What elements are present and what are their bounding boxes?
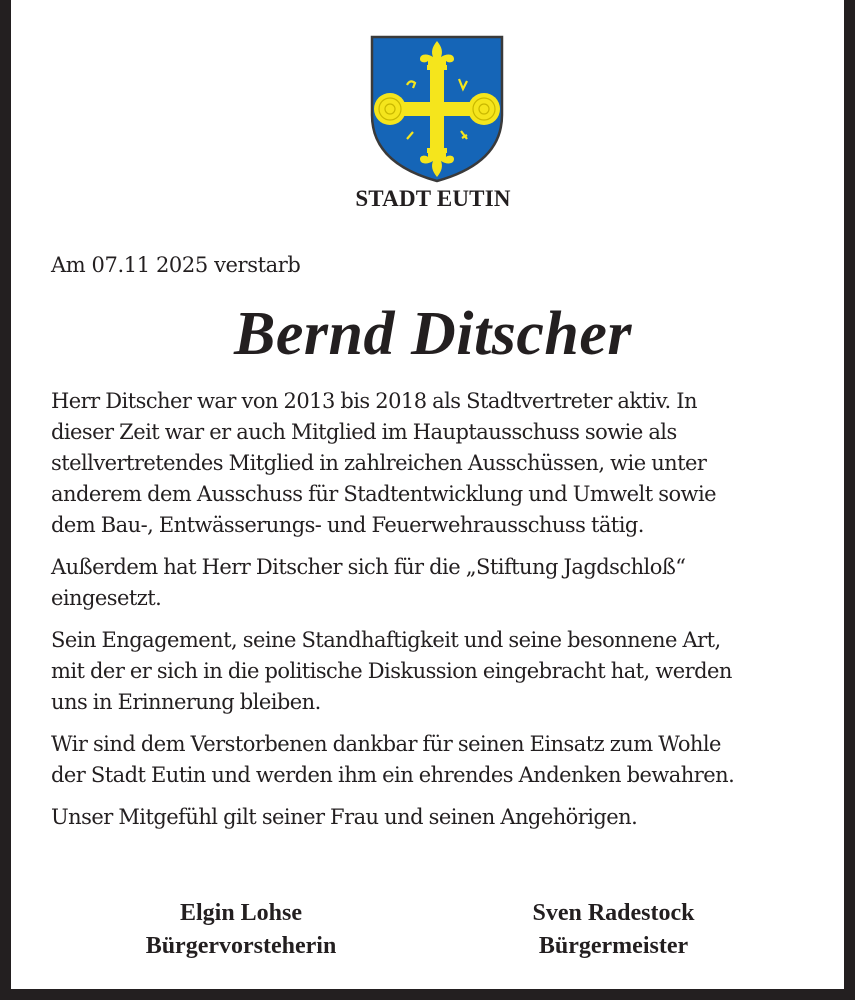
obituary-body bbox=[51, 386, 831, 844]
text-line: dem Bau-, Entwässerungs- und Feuerwehrausschuss tätig. bbox=[51, 513, 644, 537]
deceased-name: Bernd Ditscher bbox=[234, 300, 632, 368]
signatory-name: Sven Radestock bbox=[532, 900, 695, 926]
signatory-title: Bürgermeister bbox=[538, 933, 689, 959]
text-line: mit der er sich in die politische Diskussion eingebracht hat, werden bbox=[51, 659, 732, 683]
signature-mayor bbox=[481, 897, 746, 963]
text-line: Unser Mitgefühl gilt seiner Frau und seinen Angehörigen. bbox=[51, 805, 638, 829]
text-line: Herr Ditscher war von 2013 bis 2018 als Stadtvertreter aktiv. In bbox=[51, 389, 697, 413]
text-line: eingesetzt. bbox=[51, 586, 162, 610]
paragraph-engagement bbox=[51, 625, 831, 718]
text-line: Wir sind dem Verstorbenen dankbar für seinen Einsatz zum Wohle bbox=[51, 732, 721, 756]
text-line: Sein Engagement, seine Standhaftigkeit und seine besonnene Art, bbox=[51, 628, 721, 652]
signature-council-chair bbox=[111, 897, 371, 963]
text-line: dieser Zeit war er auch Mitglied im Hauptausschuss sowie als bbox=[51, 420, 677, 444]
text-line: stellvertretendes Mitglied in zahlreichen Ausschüssen, wie unter bbox=[51, 451, 707, 475]
text-line: uns in Erinnerung bleiben. bbox=[51, 690, 321, 714]
signatory-name: Elgin Lohse bbox=[179, 900, 303, 926]
text-line: Außerdem hat Herr Ditscher sich für die „Stiftung Jagdschloß“ bbox=[51, 555, 686, 579]
death-date-intro: Am 07.11 2025 verstarb bbox=[51, 253, 301, 277]
paragraph-career bbox=[51, 386, 831, 541]
signatory-title: Bürgervorsteherin bbox=[145, 933, 337, 959]
paragraph-condolence bbox=[51, 802, 831, 833]
paragraph-gratitude bbox=[51, 729, 831, 791]
paragraph-foundation bbox=[51, 552, 831, 614]
text-line: anderem dem Ausschuss für Stadtentwicklung und Umwelt sowie bbox=[51, 482, 717, 506]
coat-of-arms-icon bbox=[370, 35, 504, 183]
city-name: STADT EUTIN bbox=[355, 186, 511, 211]
text-line: der Stadt Eutin und werden ihm ein ehrendes Andenken bewahren. bbox=[51, 763, 735, 787]
